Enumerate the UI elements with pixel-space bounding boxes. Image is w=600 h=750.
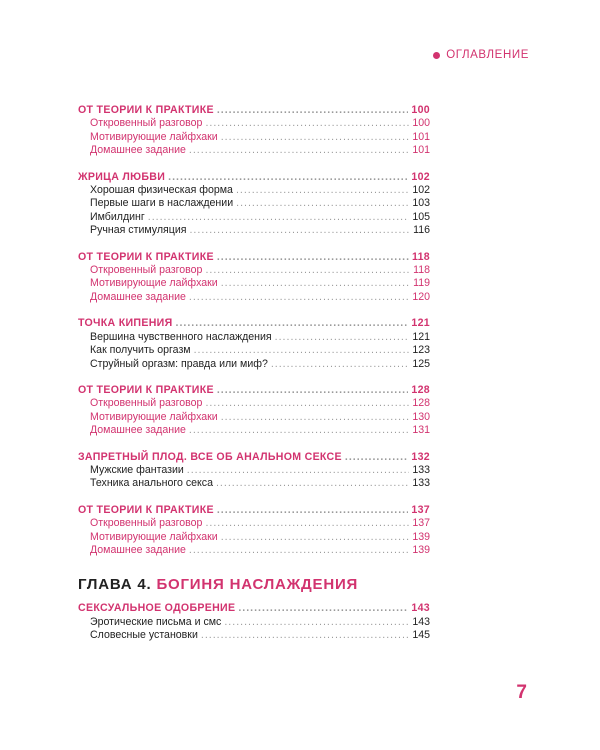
toc-entry[interactable]: Струйный оргазм: правда или миф? ..... 125: [78, 358, 430, 371]
toc-entry[interactable]: Мужские фантазии ..... 133: [78, 464, 430, 477]
toc-entry[interactable]: Хорошая физическая форма ..... 102: [78, 184, 430, 197]
toc-entry-section[interactable]: СЕКСУАЛЬНОЕ ОДОБРЕНИЕ ..... 143: [78, 602, 430, 615]
table-of-contents: [78, 104, 430, 643]
toc-entry[interactable]: Домашнее задание ..... 139: [78, 544, 430, 557]
toc-entry[interactable]: Первые шаги в наслаждении ..... 103: [78, 197, 430, 210]
toc-entry-section[interactable]: ОТ ТЕОРИИ К ПРАКТИКЕ ..... 128: [78, 384, 430, 397]
toc-entry[interactable]: Словесные установки ..... 145: [78, 629, 430, 642]
toc-entry[interactable]: Эротические письма и смс ..... 143: [78, 616, 430, 629]
toc-entry-section[interactable]: ТОЧКА КИПЕНИЯ ..... 121: [78, 317, 430, 330]
toc-entry-section[interactable]: ЗАПРЕТНЫЙ ПЛОД. ВСЕ ОБ АНАЛЬНОМ СЕКСЕ ..... 132: [78, 451, 430, 464]
toc-entry[interactable]: Имбилдинг ..... 105: [78, 211, 430, 224]
toc-entry-section[interactable]: ОТ ТЕОРИИ К ПРАКТИКЕ ..... 118: [78, 251, 430, 264]
chapter-heading[interactable]: [78, 576, 430, 593]
chapter-prefix: ГЛАВА 4.: [78, 576, 152, 594]
toc-entry[interactable]: Откровенный разговор ..... 100: [78, 117, 430, 130]
toc-entry[interactable]: Откровенный разговор ..... 137: [78, 517, 430, 530]
toc-entry-section[interactable]: ОТ ТЕОРИИ К ПРАКТИКЕ ..... 137: [78, 504, 430, 517]
toc-entry[interactable]: Вершина чувственного наслаждения ..... 121: [78, 331, 430, 344]
toc-entry-section[interactable]: ЖРИЦА ЛЮБВИ ..... 102: [78, 171, 430, 184]
toc-entry[interactable]: Откровенный разговор ..... 118: [78, 264, 430, 277]
toc-entry-section[interactable]: ОТ ТЕОРИИ К ПРАКТИКЕ ..... 100: [78, 104, 430, 117]
toc-entry[interactable]: Домашнее задание ..... 120: [78, 291, 430, 304]
chapter-title: БОГИНЯ НАСЛАЖДЕНИЯ: [156, 576, 359, 594]
toc-entry[interactable]: Мотивирующие лайфхаки ..... 101: [78, 131, 430, 144]
page-number: 7: [516, 682, 527, 703]
toc-entry[interactable]: Мотивирующие лайфхаки ..... 139: [78, 531, 430, 544]
toc-entry[interactable]: Домашнее задание ..... 101: [78, 144, 430, 157]
toc-header: [433, 49, 529, 61]
toc-entry[interactable]: Мотивирующие лайфхаки ..... 119: [78, 277, 430, 290]
toc-entry[interactable]: Мотивирующие лайфхаки ..... 130: [78, 411, 430, 424]
toc-entry[interactable]: Как получить оргазм ..... 123: [78, 344, 430, 357]
toc-entry[interactable]: Техника анального секса ..... 133: [78, 477, 430, 490]
bullet-dot-icon: [433, 52, 440, 59]
toc-header-label: ОГЛАВЛЕНИЕ: [446, 49, 529, 61]
toc-entry[interactable]: Домашнее задание ..... 131: [78, 424, 430, 437]
toc-entry[interactable]: Ручная стимуляция ..... 116: [78, 224, 430, 237]
toc-entry[interactable]: Откровенный разговор ..... 128: [78, 397, 430, 410]
